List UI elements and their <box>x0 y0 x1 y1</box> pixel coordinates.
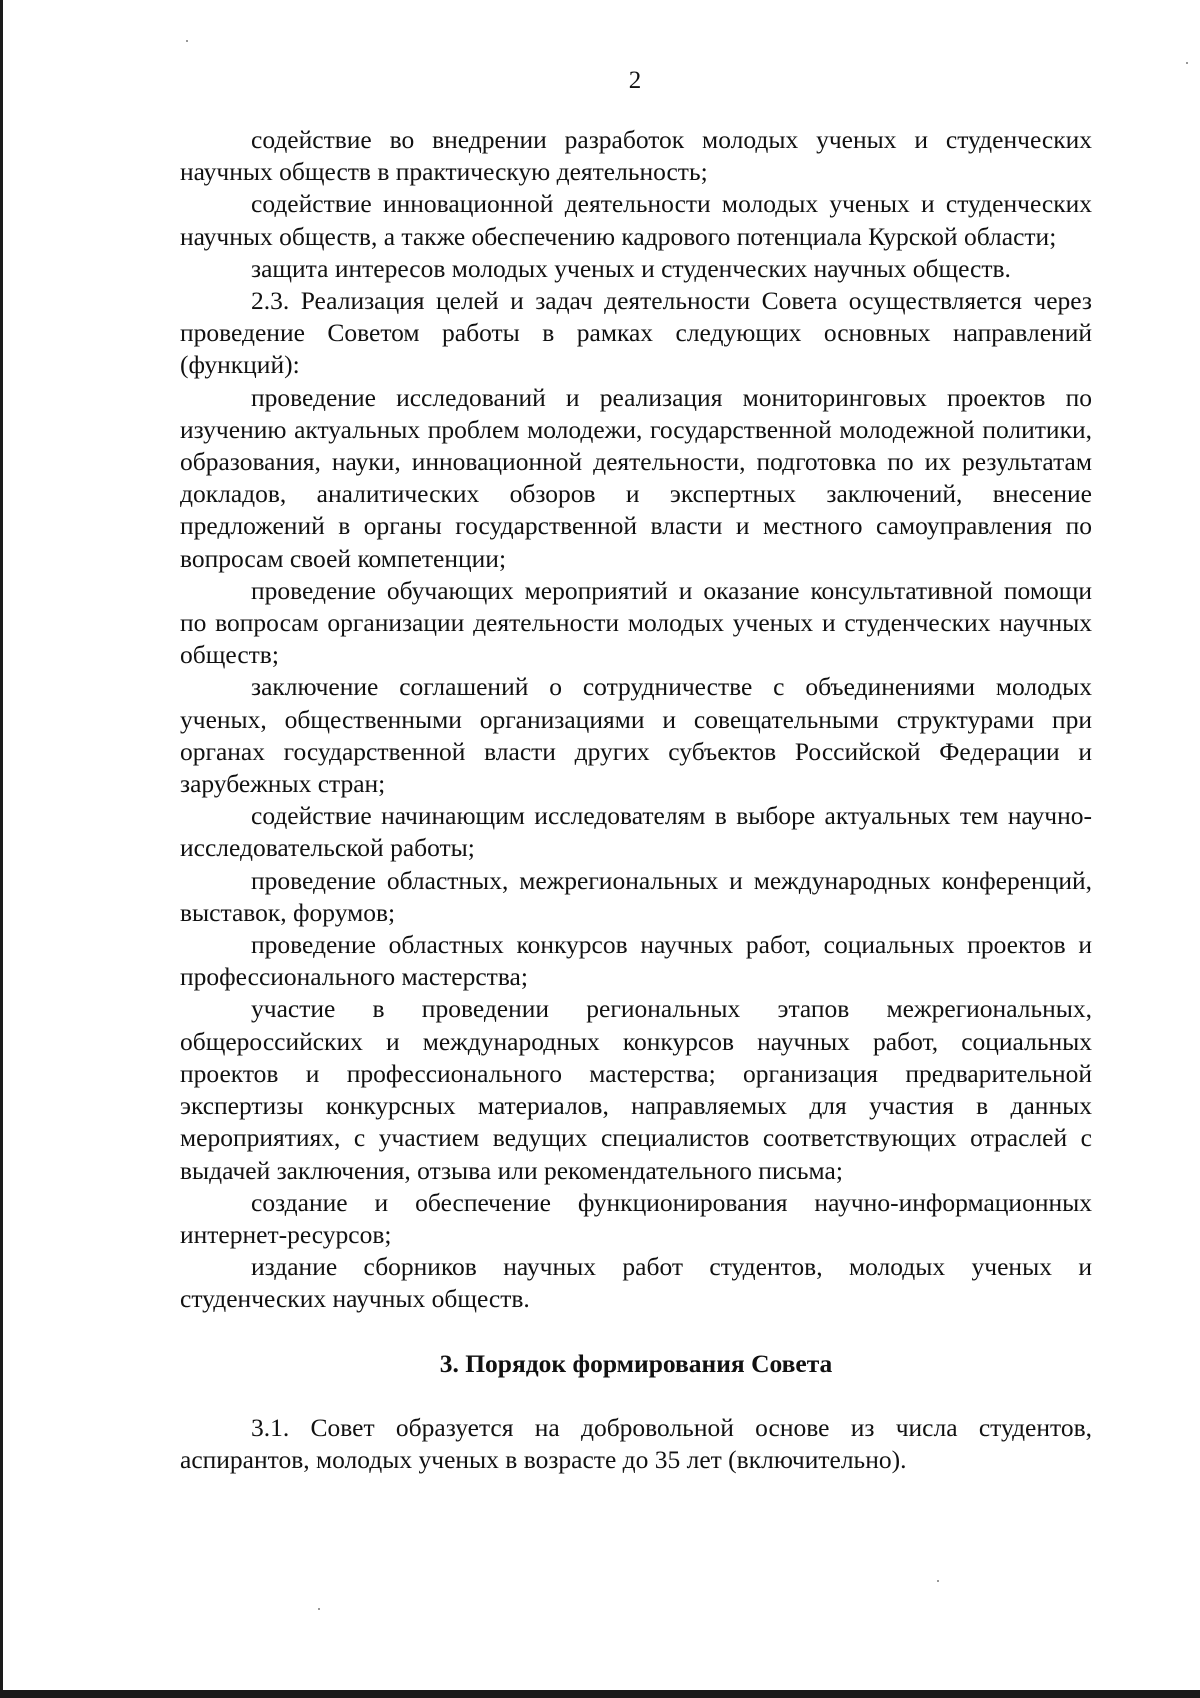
paragraph: содействие во внедрении разработок молодых ученых и студенческих научных обществ в практическую деятельность; <box>180 125 1092 187</box>
page-number: 2 <box>628 67 642 94</box>
paragraph: содействие инновационной деятельности молодых ученых и студенческих научных обществ, а также обеспечению кадрового потенциала Курской области; <box>180 189 1092 251</box>
scan-speck <box>186 40 188 42</box>
paragraph: издание сборников научных работ студентов, молодых ученых и студенческих научных обществ. <box>180 1252 1092 1314</box>
scan-speck <box>318 1608 320 1610</box>
scan-bottom-edge <box>0 1690 1200 1698</box>
paragraph: 3.1. Совет образуется на добровольной основе из числа студентов, аспирантов, молодых ученых в возрасте до 35 лет (включительно). <box>180 1412 1092 1474</box>
paragraph: участие в проведении региональных этапов межрегиональных, общероссийских и международных конкурсов научных работ, социальных проектов и профессионального мастерства; организация предварительной экспертизы конкурсных материалов, направляемых для участия в данных мероприятиях, с участием ведущих специалистов соответствующих отраслей с выдачей заключения, отзыва или рекомендательного письма; <box>180 994 1092 1185</box>
paragraph: заключение соглашений о сотрудничестве с объединениями молодых ученых, общественными организациями и совещательными структурами при органах государственной власти других субъектов Российской Федерации и зарубежных стран; <box>180 672 1092 799</box>
paragraph: проведение областных, межрегиональных и международных конференций, выставок, форумов; <box>180 865 1092 927</box>
paragraph: содействие начинающим исследователям в выборе актуальных тем научно-исследовательской работы; <box>180 801 1092 863</box>
paragraph: создание и обеспечение функционирования научно-информационных интернет-ресурсов; <box>180 1187 1092 1249</box>
document-body <box>180 124 1092 1476</box>
paragraph: проведение областных конкурсов научных работ, социальных проектов и профессионального мастерства; <box>180 930 1092 992</box>
paragraph: 2.3. Реализация целей и задач деятельности Совета осуществляется через проведение Советом работы в рамках следующих основных направлений (функций): <box>180 286 1092 380</box>
scan-speck <box>1186 62 1188 64</box>
section-heading: 3. Порядок формирования Совета <box>439 1348 833 1378</box>
paragraph: защита интересов молодых ученых и студенческих научных обществ. <box>251 253 1011 283</box>
scan-left-edge <box>0 0 3 1698</box>
paragraph: проведение обучающих мероприятий и оказание консультативной помощи по вопросам организации деятельности молодых ученых и студенческих научных обществ; <box>180 575 1092 670</box>
scan-speck <box>937 1580 939 1582</box>
paragraph: проведение исследований и реализация мониторинговых проектов по изучению актуальных проблем молодежи, государственной молодежной политики, образования, науки, инновационной деятельности, подготовка по их результатам докладов, аналитических обзоров и экспертных заключений, внесение предложений в органы государственной власти и местного самоуправления по вопросам своей компетенции; <box>180 382 1092 573</box>
